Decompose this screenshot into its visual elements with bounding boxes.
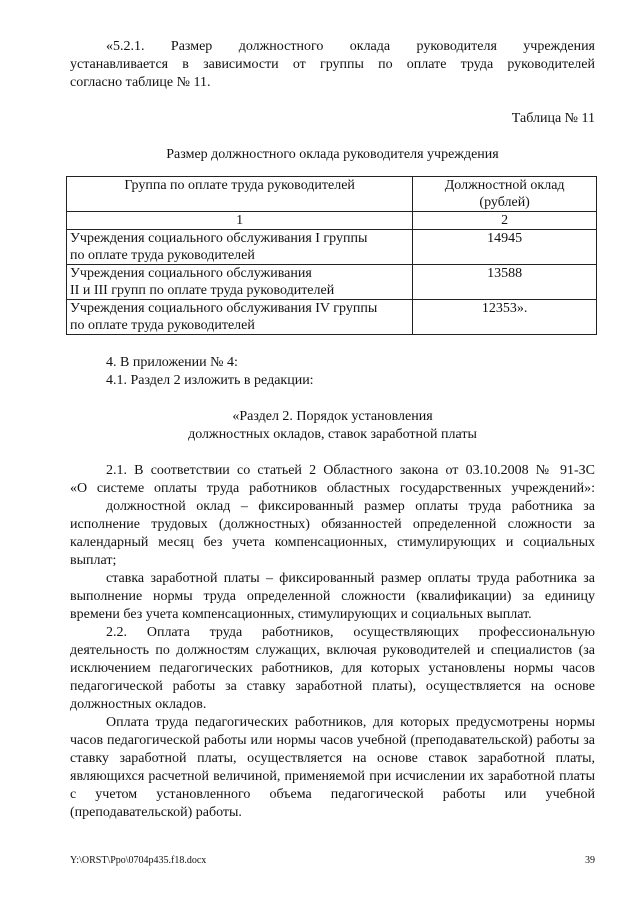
table-label: Таблица № 11 xyxy=(511,111,595,126)
section-title-line-2: должностных окладов, ставок заработной платы xyxy=(188,427,477,442)
item-4: 4. В приложении № 4: xyxy=(106,355,238,370)
header-cell-salary: Должностной оклад (рублей) xyxy=(413,177,597,212)
row-group-cell: Учреждения социального обслуживания II и III групп по оплате труда руководителей xyxy=(67,265,413,300)
definition-salary: должностной оклад – фиксированный размер оплаты труда работника за исполнение трудовых (должностных) обязанностей определенной сложности за календарный месяц без учета компенсационных, стимулирующих и социальных выплат; xyxy=(70,499,595,568)
table-header-row xyxy=(67,177,597,212)
table-numbering-row xyxy=(67,212,597,230)
section-title-line-1: «Раздел 2. Порядок установления xyxy=(232,409,433,424)
row-group-cell: Учреждения социального обслуживания IV группы по оплате труда руководителей xyxy=(67,300,413,335)
intro-line-2: устанавливается в зависимости от группы по оплате труда руководителей xyxy=(70,57,595,72)
table-row xyxy=(67,265,597,300)
table-row xyxy=(67,230,597,265)
para-2-1-line-2: «О системе оплаты труда работников областных государственных учреждений»: xyxy=(70,481,595,496)
numbering-cell-2: 2 xyxy=(413,212,597,230)
header-cell-group: Группа по оплате труда руководителей xyxy=(67,177,413,212)
row-salary-cell: 12353». xyxy=(413,300,597,335)
footer-file-path: Y:\ORST\Ppo\0704p435.f18.docx xyxy=(70,855,207,866)
para-pedagogical: Оплата труда педагогических работников, для которых предусмотрены нормы часов педагогической работы или нормы часов учебной (преподавательской) работы за ставку заработной платы, осуществляется на основе ставок заработной платы, являющихся расчетной величиной, применяемой при исчислении их заработной платы с учетом установленного объема педагогической работы или учебной (преподавательской) работы. xyxy=(70,715,595,820)
para-2-1-line-1: 2.1. В соответствии со статьей 2 Областного закона от 03.10.2008 № 91-ЗС xyxy=(106,463,595,478)
para-2-2: 2.2. Оплата труда работников, осуществляющих профессиональную деятельность по должностям служащих, включая руководителей и специалистов (за исключением педагогических работников, для которых установлены нормы часов педагогической работы за ставку заработной платы), осуществляется на основе должностных окладов. xyxy=(70,625,595,712)
row-group-cell: Учреждения социального обслуживания I группы по оплате труда руководителей xyxy=(67,230,413,265)
intro-line-1: «5.2.1. Размер должностного оклада руководителя учреждения xyxy=(106,39,595,54)
row-salary-cell: 13588 xyxy=(413,265,597,300)
table-row xyxy=(67,300,597,335)
table-title: Размер должностного оклада руководителя учреждения xyxy=(166,147,499,162)
numbering-cell-1: 1 xyxy=(67,212,413,230)
salary-table xyxy=(66,176,597,335)
intro-line-3: согласно таблице № 11. xyxy=(70,75,211,90)
row-salary-cell: 14945 xyxy=(413,230,597,265)
page-number: 39 xyxy=(585,855,595,866)
item-4-1: 4.1. Раздел 2 изложить в редакции: xyxy=(106,373,314,388)
definition-rate: ставка заработной платы – фиксированный размер оплаты труда работника за выполнение нормы труда определенной сложности (квалификации) за единицу времени без учета компенсационных, стимулирующих и социальных выплат. xyxy=(70,571,595,622)
